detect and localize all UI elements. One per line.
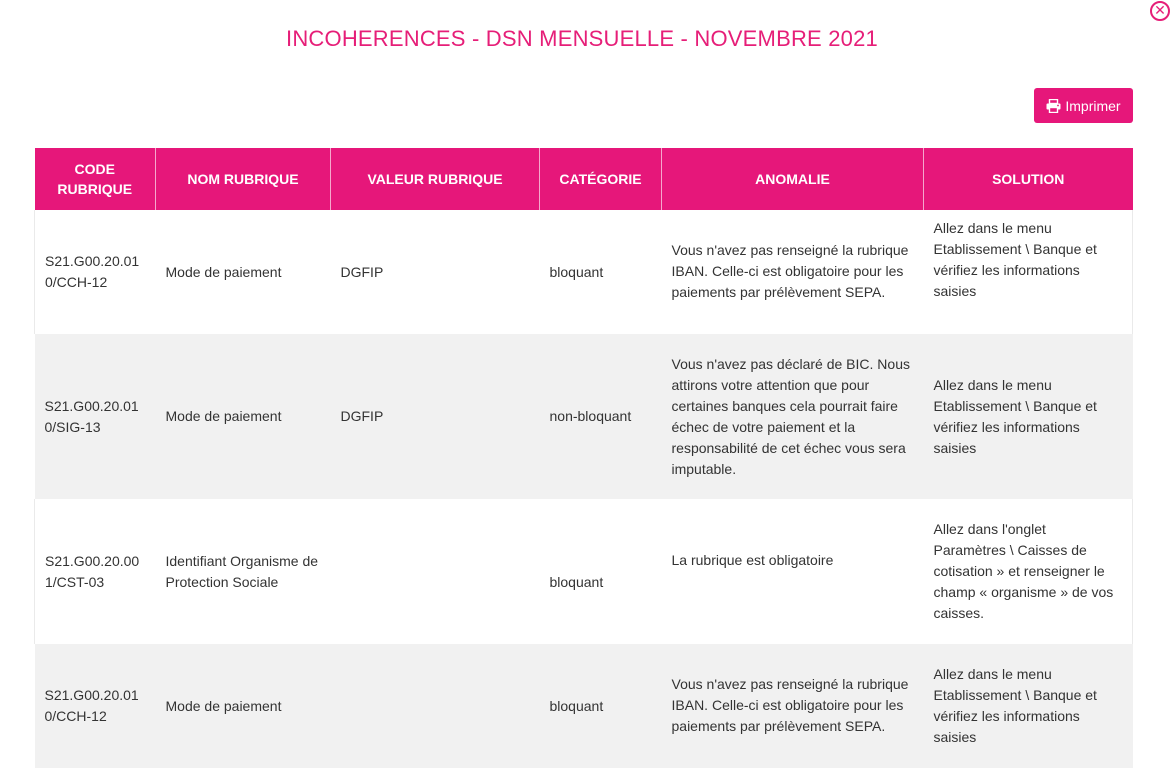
cell-nom: Identifiant Organisme de Protection Sociale bbox=[156, 499, 331, 644]
header-nom: NOM RUBRIQUE bbox=[156, 148, 331, 210]
cell-valeur bbox=[331, 499, 540, 644]
header-categorie: CATÉGORIE bbox=[540, 148, 662, 210]
table-header bbox=[35, 148, 1133, 210]
cell-categorie: bloquant bbox=[540, 644, 662, 768]
cell-solution: Allez dans le menu Etablissement \ Banque et vérifiez les informations saisies bbox=[924, 210, 1133, 334]
cell-anomalie: Vous n'avez pas renseigné la rubrique IBAN. Celle-ci est obligatoire pour les paiements par prélèvement SEPA. bbox=[662, 210, 924, 334]
cell-nom: Mode de paiement bbox=[156, 644, 331, 768]
incoherences-table bbox=[34, 148, 1133, 768]
cell-code: S21.G00.20.010/CCH-12 bbox=[35, 210, 156, 334]
cell-solution: Allez dans le menu Etablissement \ Banque et vérifiez les informations saisies bbox=[924, 644, 1133, 768]
table-row bbox=[35, 644, 1133, 768]
table-row bbox=[35, 334, 1133, 499]
cell-solution: Allez dans l'onglet Paramètres \ Caisses de cotisation » et renseigner le champ « organisme » de vos caisses. bbox=[924, 499, 1133, 644]
cell-valeur: DGFIP bbox=[331, 210, 540, 334]
header-valeur: VALEUR RUBRIQUE bbox=[331, 148, 540, 210]
cell-categorie: non-bloquant bbox=[540, 334, 662, 499]
table-row bbox=[35, 210, 1133, 334]
close-icon: ✕ bbox=[1154, 3, 1166, 19]
close-button[interactable] bbox=[1150, 1, 1170, 21]
cell-anomalie: Vous n'avez pas déclaré de BIC. Nous attirons votre attention que pour certaines banques cela pourrait faire échec de votre paiement et la responsabilité de cet échec vous sera imputable. bbox=[662, 334, 924, 499]
page-title: INCOHERENCES - DSN MENSUELLE - NOVEMBRE 2021 bbox=[286, 26, 878, 51]
cell-valeur: DGFIP bbox=[331, 334, 540, 499]
header-solution: SOLUTION bbox=[924, 148, 1133, 210]
header-code: CODE RUBRIQUE bbox=[35, 148, 156, 210]
cell-categorie: bloquant bbox=[540, 210, 662, 334]
table-row bbox=[35, 499, 1133, 644]
cell-code: S21.G00.20.010/CCH-12 bbox=[35, 644, 156, 768]
cell-anomalie: Vous n'avez pas renseigné la rubrique IBAN. Celle-ci est obligatoire pour les paiements par prélèvement SEPA. bbox=[662, 644, 924, 768]
cell-nom: Mode de paiement bbox=[156, 210, 331, 334]
print-button[interactable] bbox=[1034, 88, 1133, 123]
cell-valeur bbox=[331, 644, 540, 768]
printer-icon bbox=[1046, 99, 1061, 113]
incoherences-table-wrap bbox=[34, 148, 1132, 768]
print-label: Imprimer bbox=[1065, 97, 1121, 114]
cell-categorie: bloquant bbox=[540, 499, 662, 644]
cell-nom: Mode de paiement bbox=[156, 334, 331, 499]
cell-code: S21.G00.20.001/CST-03 bbox=[35, 499, 156, 644]
cell-anomalie: La rubrique est obligatoire bbox=[662, 499, 924, 644]
cell-code: S21.G00.20.010/SIG-13 bbox=[35, 334, 156, 499]
cell-solution: Allez dans le menu Etablissement \ Banque et vérifiez les informations saisies bbox=[924, 334, 1133, 499]
header-anomalie: ANOMALIE bbox=[662, 148, 924, 210]
